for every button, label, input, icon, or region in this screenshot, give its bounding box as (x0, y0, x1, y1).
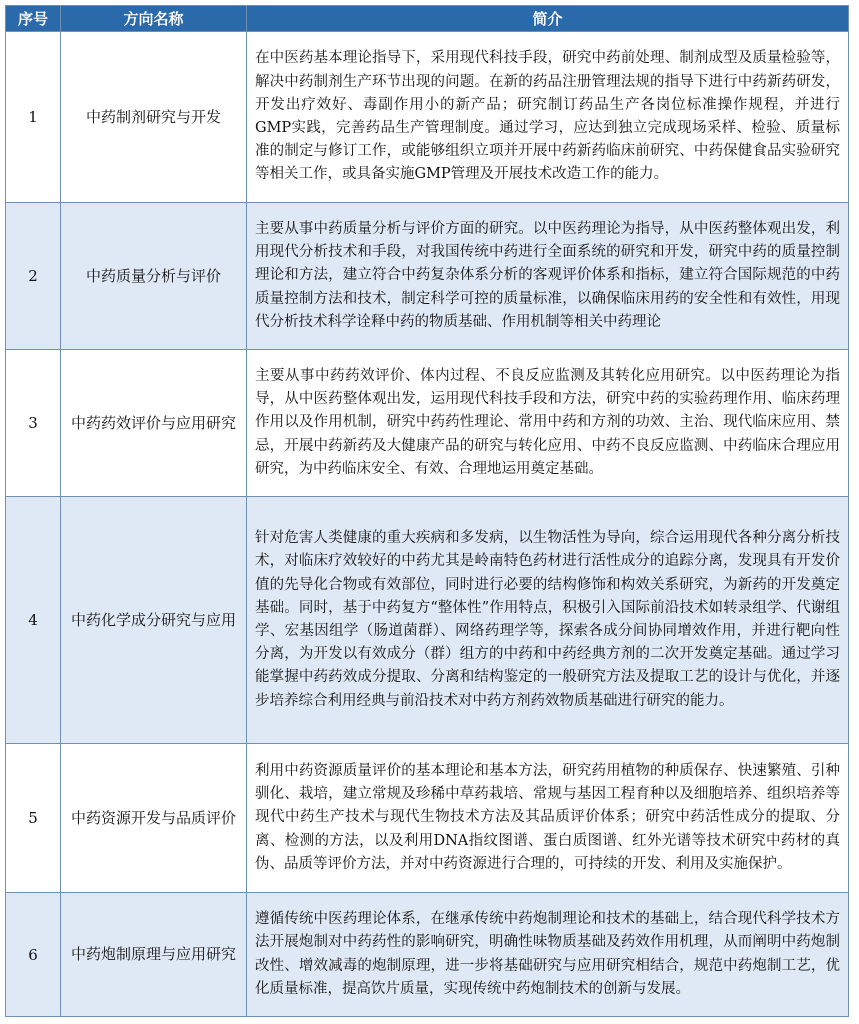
header-name: 方向名称 (61, 6, 247, 32)
row-direction-name: 中药资源开发与品质评价 (61, 744, 247, 893)
row-index: 2 (6, 203, 61, 350)
row-index: 1 (6, 32, 61, 203)
header-index: 序号 (6, 6, 61, 32)
row-direction-name: 中药药效评价与应用研究 (61, 350, 247, 497)
research-directions-table (5, 5, 849, 1017)
row-description: 主要从事中药药效评价、体内过程、不良反应监测及其转化应用研究。以中医药理论为指导，从中医药整体观出发，运用现代科技手段和方法，研究中药的实验药理作用、临床药理作用以及作用机制，研究中药药性理论、常用中药和方剂的功效、主治、现代临床应用、禁忌，开展中药新药及大健康产品的研究与转化应用、中药不良反应监测、中药临床合理应用研究，为中药临床安全、有效、合理地运用奠定基础。 (247, 350, 849, 497)
table-row (6, 32, 849, 203)
row-index: 5 (6, 744, 61, 893)
row-direction-name: 中药化学成分研究与应用 (61, 497, 247, 744)
header-row (6, 6, 849, 32)
row-direction-name: 中药制剂研究与开发 (61, 32, 247, 203)
row-description: 在中医药基本理论指导下，采用现代科技手段，研究中药前处理、制剂成型及质量检验等，解决中药制剂生产环节出现的问题。在新的药品注册管理法规的指导下进行中药新药研发，开发出疗效好、毒副作用小的新产品；研究制订药品生产各岗位标准操作规程，并进行GMP实践，完善药品生产管理制度。通过学习，应达到独立完成现场采样、检验、质量标准的制定与修订工作，或能够组织立项并开展中药新药临床前研究、中药保健食品实验研究等相关工作，或具备实施GMP管理及开展技术改造工作的能力。 (247, 32, 849, 203)
table-row (6, 203, 849, 350)
row-direction-name: 中药质量分析与评价 (61, 203, 247, 350)
table-row (6, 497, 849, 744)
table-row (6, 744, 849, 893)
header-desc: 简介 (247, 6, 849, 32)
table-row (6, 893, 849, 1017)
row-description: 针对危害人类健康的重大疾病和多发病，以生物活性为导向，综合运用现代各种分离分析技术，对临床疗效较好的中药尤其是岭南特色药材进行活性成分的追踪分离，发现具有开发价值的先导化合物或有效部位，同时进行必要的结构修饰和构效关系研究，为新药的开发奠定基础。同时，基于中药复方“整体性”作用特点，积极引入国际前沿技术如转录组学、代谢组学、宏基因组学（肠道菌群）、网络药理学等，探索各成分间协同增效作用，并进行靶向性分离，为开发以有效成分（群）组方的中药和中药经典方剂的二次开发奠定基础。通过学习能掌握中药药效成分提取、分离和结构鉴定的一般研究方法及提取工艺的设计与优化，并逐步培养综合利用经典与前沿技术对中药方剂药效物质基础进行研究的能力。 (247, 497, 849, 744)
row-index: 4 (6, 497, 61, 744)
table-row (6, 350, 849, 497)
row-index: 3 (6, 350, 61, 497)
row-description: 遵循传统中医药理论体系，在继承传统中药炮制理论和技术的基础上，结合现代科学技术方法开展炮制对中药药性的影响研究，明确性味物质基础及药效作用机理，从而阐明中药炮制改性、增效减毒的炮制原理，进一步将基础研究与应用研究相结合，规范中药炮制工艺，优化质量标准，提高饮片质量，实现传统中药炮制技术的创新与发展。 (247, 893, 849, 1017)
row-direction-name: 中药炮制原理与应用研究 (61, 893, 247, 1017)
row-description: 利用中药资源质量评价的基本理论和基本方法，研究药用植物的种质保存、快速繁殖、引种驯化、栽培，建立常规及珍稀中草药栽培、常规与基因工程育种以及细胞培养、组织培养等现代中药生产技术与现代生物技术方法及其品质评价体系；研究中药活性成分的提取、分离、检测的方法，以及利用DNA指纹图谱、蛋白质图谱、红外光谱等技术研究中药材的真伪、品质等评价方法，并对中药资源进行合理的，可持续的开发、利用及实施保护。 (247, 744, 849, 893)
row-index: 6 (6, 893, 61, 1017)
row-description: 主要从事中药质量分析与评价方面的研究。以中医药理论为指导，从中医药整体观出发，利用现代分析技术和手段，对我国传统中药进行全面系统的研究和开发，研究中药的质量控制理论和方法，建立符合中药复杂体系分析的客观评价体系和指标，建立符合国际规范的中药质量控制方法和技术，制定科学可控的质量标准，以确保临床用药的安全性和有效性，用现代分析技术科学诠释中药的物质基础、作用机制等相关中药理论 (247, 203, 849, 350)
